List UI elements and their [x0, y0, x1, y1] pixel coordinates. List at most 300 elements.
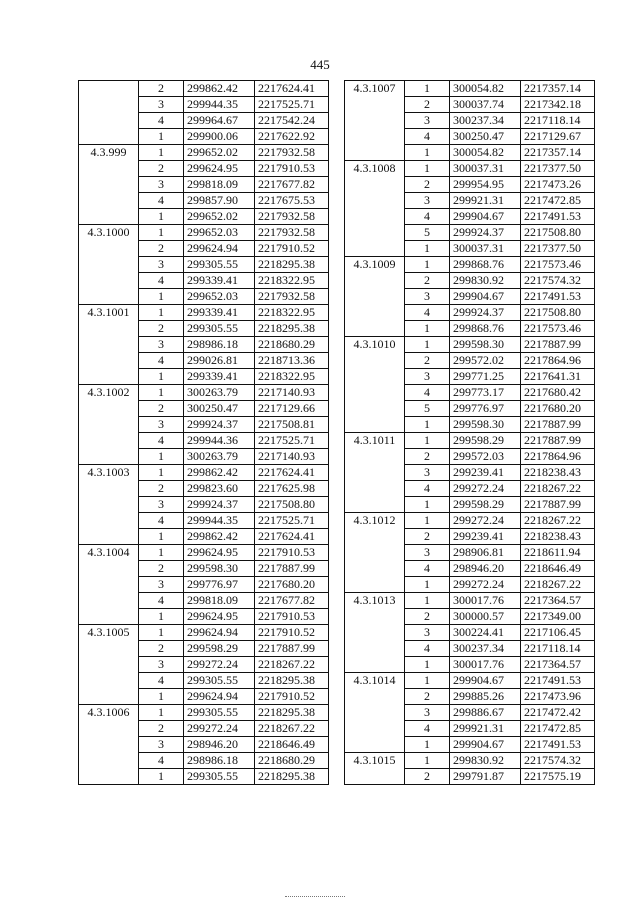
y-coordinate: 2218646.49	[255, 737, 329, 753]
y-coordinate: 2217680.42	[521, 385, 595, 401]
x-coordinate: 298986.18	[184, 753, 255, 769]
table-row	[79, 625, 329, 641]
y-coordinate: 2217357.14	[521, 145, 595, 161]
x-coordinate: 299818.09	[184, 177, 255, 193]
y-coordinate: 2217473.96	[521, 689, 595, 705]
point-number: 1	[139, 209, 184, 225]
table-row	[345, 673, 595, 689]
table-row	[345, 753, 595, 769]
y-coordinate: 2217675.53	[255, 193, 329, 209]
y-coordinate: 2217364.57	[521, 657, 595, 673]
y-coordinate: 2217525.71	[255, 513, 329, 529]
y-coordinate: 2218267.22	[255, 721, 329, 737]
y-coordinate: 2217364.57	[521, 593, 595, 609]
bottom-mark	[285, 896, 345, 898]
y-coordinate: 2217525.71	[255, 433, 329, 449]
point-number: 1	[405, 753, 450, 769]
y-coordinate: 2217910.52	[255, 241, 329, 257]
y-coordinate: 2217525.71	[255, 97, 329, 113]
x-coordinate: 299272.24	[450, 513, 521, 529]
point-number: 2	[139, 321, 184, 337]
y-coordinate: 2217625.98	[255, 481, 329, 497]
table-row	[345, 337, 595, 353]
point-number: 4	[405, 129, 450, 145]
point-number: 1	[139, 545, 184, 561]
point-number: 1	[139, 529, 184, 545]
point-number: 3	[139, 337, 184, 353]
x-coordinate: 300037.31	[450, 241, 521, 257]
point-number: 4	[405, 641, 450, 657]
y-coordinate: 2217472.85	[521, 193, 595, 209]
x-coordinate: 299862.42	[184, 529, 255, 545]
point-number: 1	[139, 705, 184, 721]
x-coordinate: 299886.67	[450, 705, 521, 721]
point-number: 1	[405, 497, 450, 513]
y-coordinate: 2217140.93	[255, 449, 329, 465]
point-number: 3	[405, 465, 450, 481]
section-id: 4.3.1010	[345, 337, 405, 433]
x-coordinate: 299776.97	[450, 401, 521, 417]
y-coordinate: 2217140.93	[255, 385, 329, 401]
y-coordinate: 2217473.26	[521, 177, 595, 193]
x-coordinate: 299944.35	[184, 97, 255, 113]
y-coordinate: 2217491.53	[521, 737, 595, 753]
x-coordinate: 299272.24	[450, 577, 521, 593]
point-number: 1	[405, 737, 450, 753]
y-coordinate: 2217118.14	[521, 641, 595, 657]
point-number: 1	[405, 657, 450, 673]
y-coordinate: 2217887.99	[521, 433, 595, 449]
y-coordinate: 2217932.58	[255, 225, 329, 241]
x-coordinate: 300017.76	[450, 593, 521, 609]
y-coordinate: 2217910.52	[255, 625, 329, 641]
x-coordinate: 299900.06	[184, 129, 255, 145]
point-number: 1	[405, 337, 450, 353]
table-row	[79, 705, 329, 721]
point-number: 3	[405, 625, 450, 641]
y-coordinate: 2217910.53	[255, 161, 329, 177]
section-id: 4.3.1002	[79, 385, 139, 465]
point-number: 1	[405, 433, 450, 449]
point-number: 1	[405, 513, 450, 529]
point-number: 1	[139, 225, 184, 241]
y-coordinate: 2218322.95	[255, 305, 329, 321]
section-id: 4.3.1015	[345, 753, 405, 785]
point-number: 2	[139, 161, 184, 177]
section-id: 4.3.1011	[345, 433, 405, 513]
x-coordinate: 299624.94	[184, 241, 255, 257]
y-coordinate: 2217349.00	[521, 609, 595, 625]
point-number: 2	[139, 481, 184, 497]
table-row	[79, 385, 329, 401]
x-coordinate: 299868.76	[450, 257, 521, 273]
y-coordinate: 2217377.50	[521, 241, 595, 257]
y-coordinate: 2218295.38	[255, 769, 329, 785]
x-coordinate: 298906.81	[450, 545, 521, 561]
x-coordinate: 299904.67	[450, 209, 521, 225]
x-coordinate: 299823.60	[184, 481, 255, 497]
x-coordinate: 300250.47	[450, 129, 521, 145]
y-coordinate: 2217624.41	[255, 465, 329, 481]
x-coordinate: 299921.31	[450, 193, 521, 209]
y-coordinate: 2217508.80	[255, 497, 329, 513]
y-coordinate: 2217624.41	[255, 529, 329, 545]
point-number: 1	[405, 321, 450, 337]
x-coordinate: 299026.81	[184, 353, 255, 369]
point-number: 3	[139, 177, 184, 193]
point-number: 2	[405, 177, 450, 193]
x-coordinate: 299272.24	[450, 481, 521, 497]
y-coordinate: 2218295.38	[255, 257, 329, 273]
x-coordinate: 299652.03	[184, 225, 255, 241]
point-number: 1	[139, 305, 184, 321]
point-number: 4	[139, 273, 184, 289]
x-coordinate: 299572.02	[450, 353, 521, 369]
point-number: 3	[405, 289, 450, 305]
point-number: 1	[139, 689, 184, 705]
y-coordinate: 2217118.14	[521, 113, 595, 129]
x-coordinate: 299239.41	[450, 529, 521, 545]
x-coordinate: 299904.67	[450, 673, 521, 689]
y-coordinate: 2218267.22	[521, 481, 595, 497]
x-coordinate: 299272.24	[184, 721, 255, 737]
y-coordinate: 2217491.53	[521, 209, 595, 225]
x-coordinate: 299624.94	[184, 689, 255, 705]
point-number: 2	[139, 721, 184, 737]
point-number: 2	[405, 689, 450, 705]
x-coordinate: 299791.87	[450, 769, 521, 785]
section-id: 4.3.1000	[79, 225, 139, 305]
y-coordinate: 2217508.80	[521, 225, 595, 241]
point-number: 1	[139, 129, 184, 145]
x-coordinate: 299339.41	[184, 273, 255, 289]
point-number: 5	[405, 225, 450, 241]
table-row	[79, 305, 329, 321]
point-number: 4	[139, 753, 184, 769]
point-number: 2	[139, 81, 184, 97]
point-number: 5	[405, 401, 450, 417]
point-number: 1	[405, 577, 450, 593]
y-coordinate: 2217887.99	[521, 337, 595, 353]
x-coordinate: 299272.24	[184, 657, 255, 673]
x-coordinate: 299598.29	[184, 641, 255, 657]
y-coordinate: 2217342.18	[521, 97, 595, 113]
x-coordinate: 299964.67	[184, 113, 255, 129]
point-number: 4	[139, 353, 184, 369]
y-coordinate: 2217508.80	[521, 305, 595, 321]
point-number: 3	[405, 545, 450, 561]
y-coordinate: 2217357.14	[521, 81, 595, 97]
x-coordinate: 299771.25	[450, 369, 521, 385]
x-coordinate: 299924.37	[450, 225, 521, 241]
table-row	[345, 513, 595, 529]
x-coordinate: 299239.41	[450, 465, 521, 481]
x-coordinate: 299598.29	[450, 497, 521, 513]
page-number: 445	[310, 57, 330, 72]
y-coordinate: 2217129.67	[521, 129, 595, 145]
y-coordinate: 2217574.32	[521, 273, 595, 289]
x-coordinate: 299885.26	[450, 689, 521, 705]
y-coordinate: 2217864.96	[521, 449, 595, 465]
x-coordinate: 299598.29	[450, 433, 521, 449]
section-id: 4.3.1004	[79, 545, 139, 625]
y-coordinate: 2218267.22	[521, 513, 595, 529]
point-number: 1	[405, 81, 450, 97]
x-coordinate: 299624.94	[184, 625, 255, 641]
x-coordinate: 299624.95	[184, 609, 255, 625]
table-row	[79, 81, 329, 97]
point-number: 4	[139, 513, 184, 529]
point-number: 2	[139, 241, 184, 257]
x-coordinate: 299598.30	[450, 417, 521, 433]
point-number: 4	[405, 305, 450, 321]
x-coordinate: 299773.17	[450, 385, 521, 401]
y-coordinate: 2218238.43	[521, 529, 595, 545]
point-number: 1	[139, 609, 184, 625]
y-coordinate: 2217491.53	[521, 289, 595, 305]
y-coordinate: 2217624.41	[255, 81, 329, 97]
point-number: 3	[139, 577, 184, 593]
y-coordinate: 2217910.52	[255, 689, 329, 705]
x-coordinate: 299305.55	[184, 257, 255, 273]
point-number: 3	[139, 657, 184, 673]
x-coordinate: 298946.20	[184, 737, 255, 753]
point-number: 4	[405, 209, 450, 225]
section-id: 4.3.1005	[79, 625, 139, 705]
point-number: 2	[405, 529, 450, 545]
y-coordinate: 2218295.38	[255, 705, 329, 721]
table-row	[345, 593, 595, 609]
x-coordinate: 299598.30	[184, 561, 255, 577]
y-coordinate: 2217573.46	[521, 321, 595, 337]
y-coordinate: 2218238.43	[521, 465, 595, 481]
point-number: 2	[405, 353, 450, 369]
section-id: 4.3.1012	[345, 513, 405, 593]
table-row	[345, 81, 595, 97]
y-coordinate: 2218267.22	[521, 577, 595, 593]
y-coordinate: 2218680.29	[255, 753, 329, 769]
y-coordinate: 2218322.95	[255, 369, 329, 385]
x-coordinate: 300037.74	[450, 97, 521, 113]
point-number: 1	[405, 593, 450, 609]
x-coordinate: 300263.79	[184, 449, 255, 465]
x-coordinate: 299652.03	[184, 289, 255, 305]
y-coordinate: 2218267.22	[255, 657, 329, 673]
point-number: 4	[405, 561, 450, 577]
point-number: 1	[139, 465, 184, 481]
x-coordinate: 299624.95	[184, 545, 255, 561]
x-coordinate: 300054.82	[450, 145, 521, 161]
point-number: 4	[405, 481, 450, 497]
point-number: 2	[139, 641, 184, 657]
point-number: 4	[405, 721, 450, 737]
y-coordinate: 2217472.85	[521, 721, 595, 737]
point-number: 3	[405, 369, 450, 385]
x-coordinate: 298986.18	[184, 337, 255, 353]
x-coordinate: 298946.20	[450, 561, 521, 577]
coordinates-table-right	[344, 80, 595, 785]
point-number: 1	[405, 257, 450, 273]
point-number: 2	[405, 273, 450, 289]
point-number: 2	[139, 401, 184, 417]
y-coordinate: 2217887.99	[521, 417, 595, 433]
x-coordinate: 299776.97	[184, 577, 255, 593]
y-coordinate: 2217573.46	[521, 257, 595, 273]
section-id: 4.3.1008	[345, 161, 405, 257]
section-id: 4.3.1013	[345, 593, 405, 673]
point-number: 4	[139, 113, 184, 129]
point-number: 3	[139, 97, 184, 113]
table-row	[345, 433, 595, 449]
x-coordinate: 300263.79	[184, 385, 255, 401]
point-number: 4	[139, 433, 184, 449]
x-coordinate: 299857.90	[184, 193, 255, 209]
y-coordinate: 2217622.92	[255, 129, 329, 145]
point-number: 1	[405, 145, 450, 161]
y-coordinate: 2217574.32	[521, 753, 595, 769]
point-number: 1	[139, 769, 184, 785]
point-number: 3	[405, 193, 450, 209]
section-id: 4.3.999	[79, 145, 139, 225]
y-coordinate: 2217864.96	[521, 353, 595, 369]
point-number: 4	[139, 593, 184, 609]
x-coordinate: 299305.55	[184, 705, 255, 721]
x-coordinate: 300054.82	[450, 81, 521, 97]
point-number: 4	[139, 673, 184, 689]
y-coordinate: 2217677.82	[255, 593, 329, 609]
y-coordinate: 2217491.53	[521, 673, 595, 689]
y-coordinate: 2217542.24	[255, 113, 329, 129]
y-coordinate: 2217106.45	[521, 625, 595, 641]
y-coordinate: 2218611.94	[521, 545, 595, 561]
point-number: 1	[139, 289, 184, 305]
x-coordinate: 299904.67	[450, 289, 521, 305]
x-coordinate: 299868.76	[450, 321, 521, 337]
point-number: 3	[405, 705, 450, 721]
table-row	[79, 545, 329, 561]
y-coordinate: 2217377.50	[521, 161, 595, 177]
y-coordinate: 2218680.29	[255, 337, 329, 353]
x-coordinate: 299924.37	[450, 305, 521, 321]
point-number: 1	[139, 385, 184, 401]
point-number: 3	[139, 497, 184, 513]
table-row	[79, 225, 329, 241]
x-coordinate: 299652.02	[184, 209, 255, 225]
point-number: 1	[405, 241, 450, 257]
x-coordinate: 299572.03	[450, 449, 521, 465]
y-coordinate: 2217887.99	[255, 561, 329, 577]
point-number: 3	[139, 257, 184, 273]
y-coordinate: 2217887.99	[255, 641, 329, 657]
point-number: 1	[405, 673, 450, 689]
point-number: 1	[139, 449, 184, 465]
x-coordinate: 299339.41	[184, 369, 255, 385]
y-coordinate: 2217680.20	[255, 577, 329, 593]
x-coordinate: 300037.31	[450, 161, 521, 177]
y-coordinate: 2217129.66	[255, 401, 329, 417]
point-number: 3	[405, 113, 450, 129]
point-number: 3	[139, 737, 184, 753]
point-number: 1	[139, 145, 184, 161]
y-coordinate: 2218295.38	[255, 321, 329, 337]
table-row	[79, 145, 329, 161]
x-coordinate: 299954.95	[450, 177, 521, 193]
section-id: 4.3.1014	[345, 673, 405, 753]
y-coordinate: 2217677.82	[255, 177, 329, 193]
x-coordinate: 299944.36	[184, 433, 255, 449]
point-number: 2	[405, 97, 450, 113]
x-coordinate: 300000.57	[450, 609, 521, 625]
point-number: 2	[139, 561, 184, 577]
y-coordinate: 2217508.81	[255, 417, 329, 433]
section-id	[79, 81, 139, 145]
y-coordinate: 2217932.58	[255, 209, 329, 225]
x-coordinate: 299305.55	[184, 321, 255, 337]
x-coordinate: 299305.55	[184, 769, 255, 785]
point-number: 2	[405, 769, 450, 785]
x-coordinate: 299818.09	[184, 593, 255, 609]
y-coordinate: 2217641.31	[521, 369, 595, 385]
x-coordinate: 299944.35	[184, 513, 255, 529]
y-coordinate: 2218713.36	[255, 353, 329, 369]
section-id: 4.3.1009	[345, 257, 405, 337]
x-coordinate: 299830.92	[450, 273, 521, 289]
y-coordinate: 2217680.20	[521, 401, 595, 417]
x-coordinate: 299598.30	[450, 337, 521, 353]
x-coordinate: 299830.92	[450, 753, 521, 769]
coordinates-table-left	[78, 80, 329, 785]
y-coordinate: 2217932.58	[255, 145, 329, 161]
x-coordinate: 300224.41	[450, 625, 521, 641]
point-number: 4	[405, 385, 450, 401]
point-number: 2	[405, 609, 450, 625]
x-coordinate: 299904.67	[450, 737, 521, 753]
x-coordinate: 299862.42	[184, 465, 255, 481]
point-number: 2	[405, 449, 450, 465]
x-coordinate: 300237.34	[450, 113, 521, 129]
table-row	[79, 465, 329, 481]
x-coordinate: 299305.55	[184, 673, 255, 689]
x-coordinate: 300250.47	[184, 401, 255, 417]
section-id: 4.3.1006	[79, 705, 139, 785]
x-coordinate: 300237.34	[450, 641, 521, 657]
section-id: 4.3.1003	[79, 465, 139, 545]
x-coordinate: 299652.02	[184, 145, 255, 161]
point-number: 1	[405, 161, 450, 177]
y-coordinate: 2217910.53	[255, 545, 329, 561]
y-coordinate: 2218322.95	[255, 273, 329, 289]
section-id: 4.3.1001	[79, 305, 139, 385]
y-coordinate: 2217910.53	[255, 609, 329, 625]
section-id: 4.3.1007	[345, 81, 405, 161]
point-number: 1	[139, 625, 184, 641]
x-coordinate: 299339.41	[184, 305, 255, 321]
y-coordinate: 2217887.99	[521, 497, 595, 513]
y-coordinate: 2218646.49	[521, 561, 595, 577]
y-coordinate: 2217575.19	[521, 769, 595, 785]
x-coordinate: 299862.42	[184, 81, 255, 97]
table-row	[345, 161, 595, 177]
y-coordinate: 2217472.42	[521, 705, 595, 721]
x-coordinate: 299924.37	[184, 417, 255, 433]
x-coordinate: 299624.95	[184, 161, 255, 177]
point-number: 1	[139, 369, 184, 385]
y-coordinate: 2217932.58	[255, 289, 329, 305]
x-coordinate: 299921.31	[450, 721, 521, 737]
table-row	[345, 257, 595, 273]
x-coordinate: 299924.37	[184, 497, 255, 513]
y-coordinate: 2218295.38	[255, 673, 329, 689]
